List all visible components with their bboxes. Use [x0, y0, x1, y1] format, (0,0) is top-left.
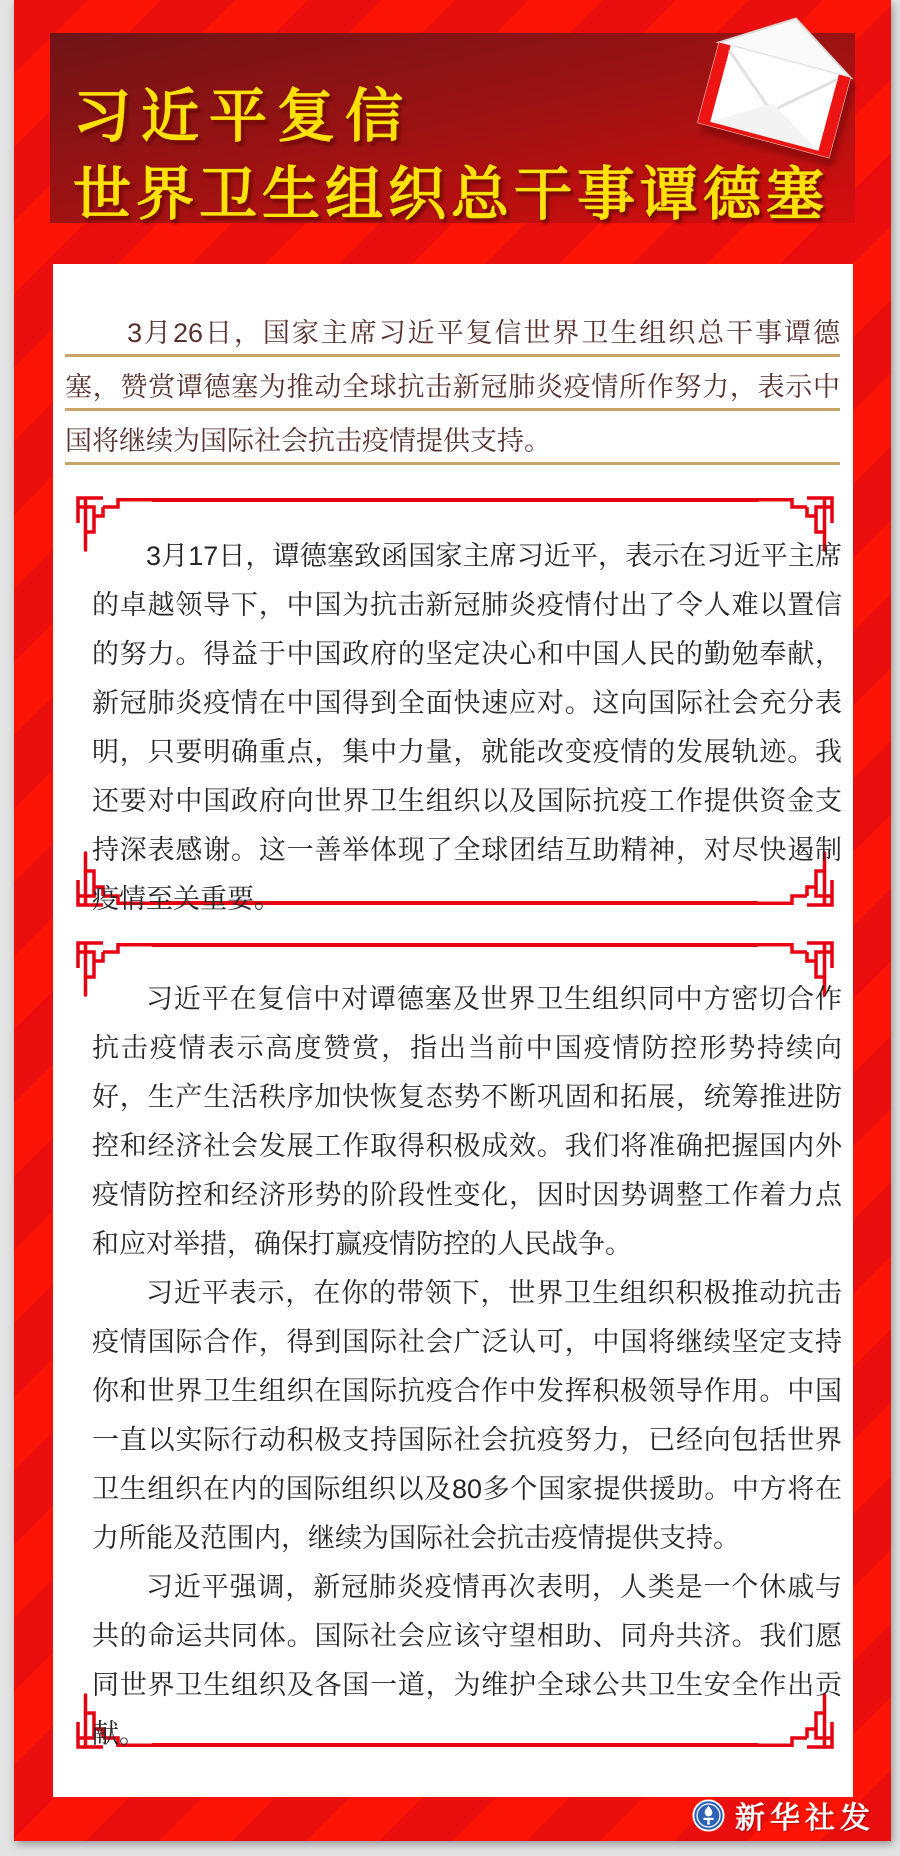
letter-text-block: [92, 532, 842, 924]
xinhua-logo-icon: [692, 1799, 725, 1832]
reply-paragraph: 习近平强调，新冠肺炎疫情再次表明，人类是一个休戚与共的命运共同体。国际社会应该守望相助、同舟共济。我们愿同世界卫生组织及各国一道，为维护全球公共卫生安全作出贡献。: [92, 1572, 842, 1749]
reply-paragraph: 习近平在复信中对谭德塞及世界卫生组织同中方密切合作抗击疫情表示高度赞赏，指出当前中国疫情防控形势持续向好，生产生活秩序加快恢复态势不断巩固和拓展，统筹推进防控和经济社会发展工作取得积极成效。我们将准确把握国内外疫情防控和经济形势的阶段性变化，因时因势调整工作着力点和应对举措，确保打赢疫情防控的人民战争。: [92, 984, 842, 1259]
letter-paragraph: 3月17日，谭德塞致函国家主席习近平，表示在习近平主席的卓越领导下，中国为抗击新冠肺炎疫情付出了令人难以置信的努力。得益于中国政府的坚定决心和中国人民的勤勉奉献，新冠肺炎疫情在中国得到全面快速应对。这向国际社会充分表明，只要明确重点，集中力量，就能改变疫情的发展轨迹。我还要对中国政府向世界卫生组织以及国际抗疫工作提供资金支持深表感谢。这一善举体现了全球团结互助精神，对尽快遏制疫情至关重要。: [92, 541, 842, 914]
footer-bar: [692, 1798, 875, 1835]
content-card: [53, 264, 853, 1797]
footer-credit: 新华社发: [735, 1802, 875, 1835]
ornamental-frame-reply: [72, 937, 842, 1753]
headline-line2: 世界卫生组织总干事谭德塞: [73, 162, 830, 227]
frame-border-line: [152, 498, 758, 502]
poster: [14, 0, 891, 1841]
lead-paragraph: 3月26日，国家主席习近平复信世界卫生组织总干事谭德塞，赞赏谭德塞为推动全球抗击新冠肺炎疫情所作努力，表示中国将继续为国际社会抗击疫情提供支持。: [65, 306, 840, 468]
frame-border-line: [152, 943, 758, 947]
ornamental-frame-letter: [72, 492, 842, 914]
reply-paragraph: 习近平表示，在你的带领下，世界卫生组织积极推动抗击疫情国际合作，得到国际社会广泛认可，中国将继续坚定支持你和世界卫生组织在国际抗疫合作中发挥积极领导作用。中国一直以实际行动积极支持国际社会抗疫努力，已经向包括世界卫生组织在内的国际组织以及80多个国家提供援助。中方将在力所能及范围内，继续为国际社会抗击疫情提供支持。: [92, 1278, 842, 1553]
reply-text-block: [92, 975, 842, 1759]
headline-line1: 习近平复信: [73, 84, 414, 149]
